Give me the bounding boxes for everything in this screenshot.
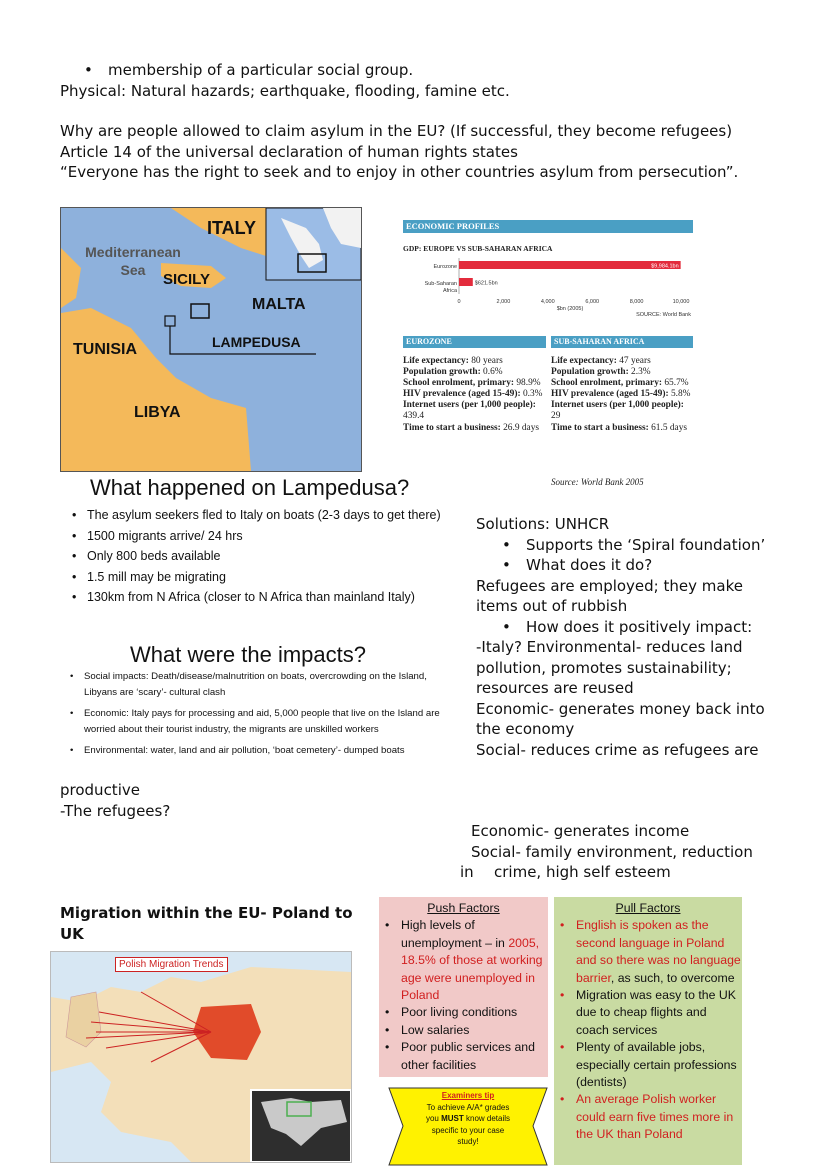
- productive-line: productive: [60, 781, 140, 799]
- pull-factors-box: [554, 897, 742, 1165]
- world-bank-source: Source: World Bank 2005: [551, 477, 644, 487]
- impact-item: • Social impacts: Death/disease/malnutrition on boats, overcrowding on the Island, Libyans are ‘scary’- cultural clash: [68, 669, 456, 700]
- gdp-tick-label: 2,000: [496, 299, 511, 305]
- refugees-question: -The refugees?: [60, 802, 171, 820]
- refugee-in: in: [460, 863, 474, 881]
- gdp-source: SOURCE: World Bank: [636, 312, 691, 318]
- asylum-question: Why are people allowed to claim asylum in the EU? (If successful, they become refugees): [60, 122, 733, 140]
- stat-row: Time to start a business: 61.5 days: [551, 422, 688, 433]
- lampedusa-heading: What happened on Lampedusa?: [90, 475, 410, 500]
- intro-block: [60, 60, 800, 183]
- solutions-social: Social- reduces crime as refugees are: [476, 740, 759, 759]
- refugee-economic: Economic- generates income: [471, 822, 690, 840]
- tip-line: specific to your case: [431, 1125, 505, 1135]
- italy-label: ITALY: [207, 218, 257, 238]
- pull-item-jobs: • Plenty of available jobs, especially certain professions (dentists): [554, 1039, 742, 1091]
- solutions-bullet-3: • How does it positively impact:: [502, 617, 753, 636]
- solutions-block: [476, 514, 776, 760]
- poland-map-graphic: [51, 952, 351, 1162]
- push-item: • Low salaries: [379, 1022, 548, 1039]
- examiners-tip: [387, 1084, 549, 1169]
- physical-line: Physical: Natural hazards; earthquake, flooding, famine etc.: [60, 81, 510, 100]
- tip-line: study!: [457, 1137, 479, 1146]
- solutions-para-1: Refugees are employed; they make items out of rubbish: [476, 576, 743, 615]
- gdp-category-label: Eurozone: [433, 264, 457, 270]
- push-item-unemployment: • High levels of unemployment – in 2005, 18.5% of those at working age were unemployed in Poland: [379, 917, 548, 1004]
- gdp-data-label: $621.5bn: [474, 280, 498, 287]
- stat-row: Internet users (per 1,000 people): 439.4: [403, 400, 536, 422]
- gdp-bar: [459, 261, 681, 269]
- stat-row: Life expectancy: 47 years: [551, 356, 651, 366]
- solutions-bullet-2: • What does it do?: [502, 556, 653, 574]
- lampedusa-fact: • 1.5 mill may be migrating: [70, 569, 455, 586]
- stat-row: Life expectancy: 80 years: [403, 356, 503, 366]
- gdp-chart-title: GDP: EUROPE VS SUB-SAHARAN AFRICA: [403, 244, 553, 253]
- gdp-chart: [403, 258, 693, 320]
- gdp-tick-label: 10,000: [672, 299, 690, 305]
- push-item: • Poor living conditions: [379, 1004, 548, 1021]
- lampedusa-fact: • 1500 migrants arrive/ 24 hrs: [70, 528, 455, 545]
- gdp-data-label: $9,984.1bn: [651, 263, 679, 270]
- pull-item-earnings: • An average Polish worker could earn five times more in the UK than Poland: [554, 1091, 742, 1143]
- impact-item: • Environmental: water, land and air pollution, ‘boat cemetery’- dumped boats: [68, 743, 456, 759]
- stat-row: Internet users (per 1,000 people): 29: [551, 400, 684, 422]
- economic-profiles: [403, 220, 693, 490]
- pull-item-migration: • Migration was easy to the UK due to cheap flights and coach services: [554, 987, 742, 1039]
- solutions-heading: Solutions: UNHCR: [476, 515, 610, 533]
- solutions-italy: -Italy? Environmental- reduces land pollution, promotes sustainability; resources are reused: [476, 638, 743, 697]
- gdp-category-label: Sub-Saharan: [424, 281, 457, 287]
- tip-line: To achieve A/A* grades: [426, 1102, 510, 1112]
- tunisia-label: TUNISIA: [73, 341, 137, 358]
- push-list: [379, 917, 548, 1074]
- push-title: Push Factors: [427, 901, 500, 915]
- solutions-economic: Economic- generates money back into the economy: [476, 699, 765, 738]
- poland-map-label: Polish Migration Trends: [115, 957, 228, 972]
- tip-title: Examiners tip: [441, 1091, 495, 1100]
- solutions-bullet-1: • Supports the ‘Spiral foundation’: [502, 535, 766, 554]
- impact-item: • Economic: Italy pays for processing and aid, 5,000 people that live on the Island are worried about their tourist industry, the migrants are unskilled workers: [68, 706, 456, 737]
- gdp-tick-label: 0: [457, 299, 461, 305]
- refugee-crime: crime, high self esteem: [494, 863, 671, 881]
- tip-text: [387, 1090, 549, 1148]
- push-item: • Poor public services and other facilities: [379, 1039, 548, 1074]
- gdp-tick-label: 8,000: [629, 299, 644, 305]
- eurozone-title: EUROZONE: [403, 336, 546, 348]
- stat-row: Population growth: 2.3%: [551, 367, 651, 378]
- lampedusa-map: [60, 207, 362, 472]
- tip-line: you MUST know details: [425, 1114, 511, 1123]
- refugee-social: Social- family environment, reduction: [471, 843, 753, 861]
- gdp-bar: [459, 278, 473, 286]
- stat-row: School enrolment, primary: 65.7%: [551, 378, 689, 389]
- sicily-label: SICILY: [163, 271, 210, 288]
- article-line: Article 14 of the universal declaration of human rights states: [60, 142, 518, 161]
- gdp-tick-label: 6,000: [585, 299, 600, 305]
- gdp-tick-label: 4,000: [540, 299, 555, 305]
- econ-header: ECONOMIC PROFILES: [403, 220, 693, 233]
- intro-bullet: • membership of a particular social group.: [84, 61, 414, 79]
- malta-label: MALTA: [252, 296, 306, 313]
- impacts-heading: What were the impacts?: [130, 642, 366, 667]
- stat-row: HIV prevalence (aged 15-49): 5.8%: [551, 389, 691, 400]
- stat-row: Population growth: 0.6%: [403, 367, 503, 378]
- lampedusa-label: LAMPEDUSA: [212, 334, 301, 350]
- impacts-list: [68, 669, 456, 774]
- stat-row: HIV prevalence (aged 15-49): 0.3%: [403, 389, 543, 400]
- lampedusa-fact: • 130km from N Africa (closer to N Africa than mainland Italy): [70, 589, 455, 606]
- poland-heading: Migration within the EU- Poland to UK: [60, 904, 353, 943]
- gdp-category-label: Africa: [442, 288, 457, 294]
- sea-label: Mediterranean Sea: [85, 244, 181, 278]
- lampedusa-facts: [70, 507, 455, 610]
- push-factors-box: [379, 897, 548, 1077]
- stat-row: Time to start a business: 26.9 days: [403, 422, 540, 433]
- ssa-stats: [551, 356, 693, 434]
- gdp-axis-label: $bn (2005): [556, 306, 584, 312]
- libya-label: LIBYA: [134, 404, 181, 421]
- ssa-title: SUB-SAHARAN AFRICA: [551, 336, 693, 348]
- intro-bullet-text: membership of a particular social group.: [108, 61, 414, 79]
- lampedusa-fact: • The asylum seekers fled to Italy on boats (2-3 days to get there): [70, 507, 455, 524]
- stat-row: School enrolment, primary: 98.9%: [403, 378, 541, 389]
- article-quote: “Everyone has the right to seek and to enjoy in other countries asylum from persecution”.: [60, 163, 739, 181]
- pull-title: Pull Factors: [615, 901, 681, 915]
- poland-map: [50, 951, 352, 1163]
- pull-item-language: • English is spoken as the second language in Poland and so there was no language barrier, as such, to overcome: [554, 917, 742, 987]
- lampedusa-fact: • Only 800 beds available: [70, 548, 455, 565]
- eurozone-stats: [403, 356, 546, 434]
- pull-list: [554, 917, 742, 1143]
